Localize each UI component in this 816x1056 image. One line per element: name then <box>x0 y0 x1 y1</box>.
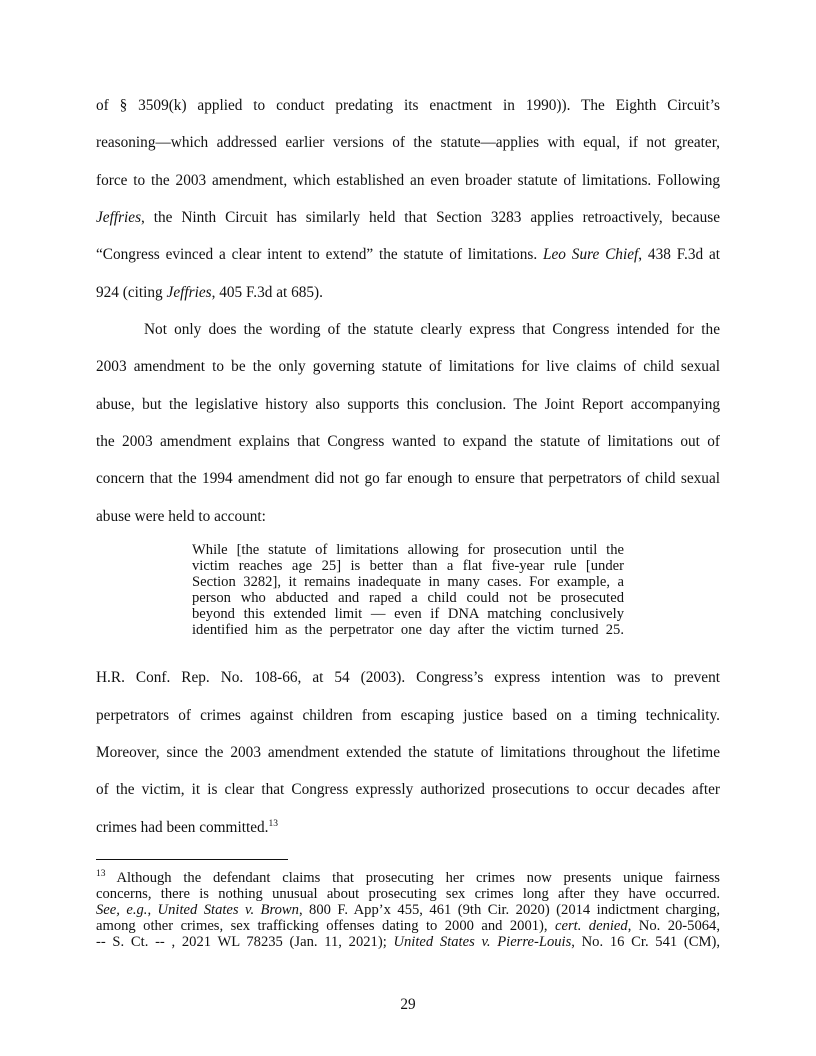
block-quote-line: person who abducted and raped a child could not be prosecuted <box>192 590 624 606</box>
body-line <box>96 246 720 264</box>
footnote-line: concerns, there is nothing unusual about prosecuting sex crimes long after they have occurred. <box>96 886 720 902</box>
body-line <box>96 819 720 837</box>
footnote-line <box>96 918 720 934</box>
footnote-marker: 13 <box>96 869 106 879</box>
footnote-line <box>96 902 720 918</box>
footnote-text: -- S. Ct. -- , 2021 WL 78235 (Jan. 11, 2021); <box>96 934 394 950</box>
footnote-text: , 800 F. App’x 455, 461 (9th Cir. 2020) (2014 indictment charging, <box>298 902 720 918</box>
case-name: Jeffries <box>96 209 142 226</box>
body-text: , 405 F.3d at 685). <box>211 284 323 301</box>
body-line: force to the 2003 amendment, which established an even broader statute of limitations. Following <box>96 172 720 189</box>
block-quote-line: While [the statute of limitations allowing for prosecution until the <box>192 542 624 558</box>
footnote-text: , No. 16 Cr. 541 (CM), <box>571 934 720 950</box>
footnote-text: among other crimes, sex trafficking offenses dating to 2000 and 2001), <box>96 918 556 934</box>
body-line: of § 3509(k) applied to conduct predating its enactment in 1990)). The Eighth Circuit’s <box>96 97 720 114</box>
signal: See, e.g. <box>96 902 148 918</box>
footnote-text: , <box>147 902 158 918</box>
body-text: “Congress evinced a clear intent to extend” the statute of limitations. <box>96 246 543 263</box>
case-name: United States v. Brown <box>157 902 299 918</box>
footnote-text: Although the defendant claims that prosecuting her crimes now presents unique fairness <box>105 870 720 886</box>
body-text: , the Ninth Circuit has similarly held that Section 3283 applies retroactively, because <box>141 209 720 226</box>
page-number: 29 <box>400 996 416 1013</box>
block-quote-line: Section 3282], it remains inadequate in many cases. For example, a <box>192 574 624 590</box>
body-line <box>96 284 720 302</box>
body-line: 2003 amendment to be the only governing statute of limitations for live claims of child sexual <box>96 358 720 375</box>
body-line: reasoning—which addressed earlier versions of the statute—applies with equal, if not greater, <box>96 134 720 151</box>
case-name: Jeffries <box>166 284 212 301</box>
case-name: Leo Sure Chief <box>543 246 639 263</box>
body-line: perpetrators of crimes against children from escaping justice based on a timing technicality. <box>96 707 720 724</box>
block-quote-line: victim reaches age 25] is better than a flat five-year rule [under <box>192 558 624 574</box>
block-quote-line: beyond this extended limit — even if DNA matching conclusively <box>192 606 624 622</box>
body-line: H.R. Conf. Rep. No. 108-66, at 54 (2003). Congress’s express intention was to prevent <box>96 669 720 686</box>
body-text: 924 (citing <box>96 284 167 301</box>
case-name: United States v. Pierre-Louis <box>393 934 572 950</box>
footnote-text: , No. 20-5064, <box>627 918 721 934</box>
footnote-line <box>96 870 720 886</box>
procedural-history: cert. denied <box>555 918 628 934</box>
body-line <box>96 209 720 227</box>
footnote-separator <box>96 859 288 860</box>
body-line: the 2003 amendment explains that Congress wanted to expand the statute of limitations out of <box>96 433 720 450</box>
body-line: abuse were held to account: <box>96 508 266 525</box>
body-text: crimes had been committed. <box>96 819 269 836</box>
body-line: concern that the 1994 amendment did not go far enough to ensure that perpetrators of child sexual <box>96 470 720 487</box>
block-quote-line: identified him as the perpetrator one day after the victim turned 25. <box>192 622 624 638</box>
footnote-line <box>96 934 720 950</box>
body-text: , 438 F.3d at <box>638 246 720 263</box>
body-line: of the victim, it is clear that Congress expressly authorized prosecutions to occur decades after <box>96 781 720 798</box>
footnote-reference[interactable]: 13 <box>268 819 278 829</box>
body-line: Not only does the wording of the statute clearly express that Congress intended for the <box>144 321 720 338</box>
body-line: Moreover, since the 2003 amendment extended the statute of limitations throughout the lifetime <box>96 744 720 761</box>
body-line: abuse, but the legislative history also supports this conclusion. The Joint Report accompanying <box>96 396 720 413</box>
